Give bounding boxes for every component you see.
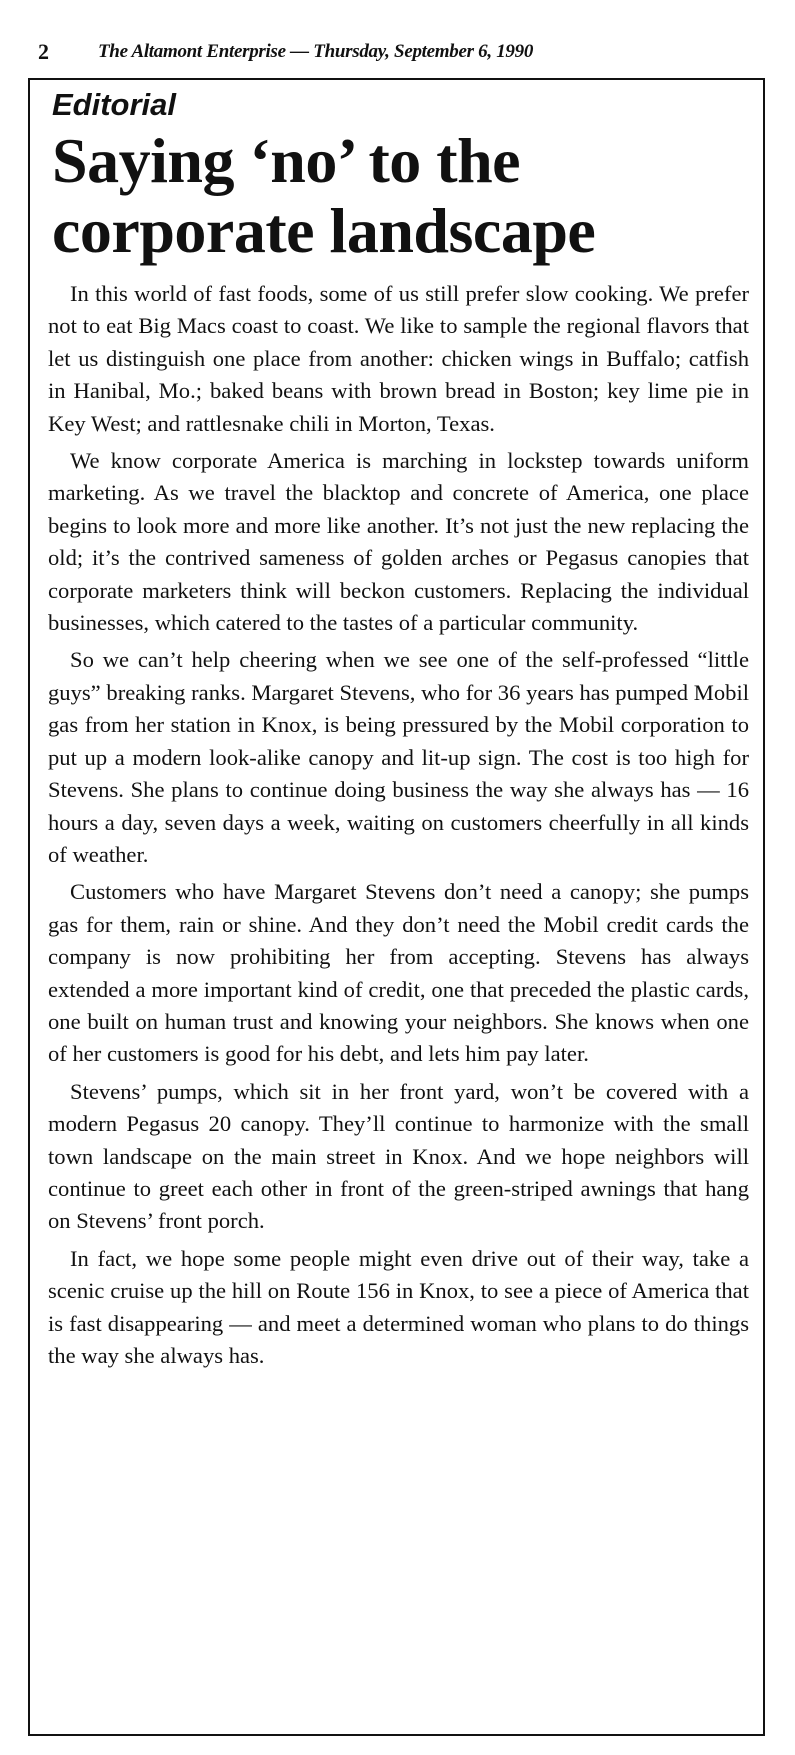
paragraph-6: In fact, we hope some people might even drive out of their way, take a scenic cruise up the hill on Route 156 in Knox, to see a piece of America that is fast disappearing — and meet a determined woman who plans to do things the way she always has. — [48, 1245, 749, 1368]
paragraph-1: In this world of fast foods, some of us still prefer slow cooking. We prefer not to eat Big Macs coast to coast. We like to sample the regional flavors that let us distinguish one place from another: chicken wings in Buffalo; catfish in Hanibal, Mo.; baked beans with brown bread in Boston; key lime pie in Key West; and rattlesnake chili in Morton, Texas. — [48, 281, 749, 436]
article-body — [48, 278, 749, 1372]
section-label: Editorial — [52, 87, 177, 122]
headline-line-2: corporate landscape — [52, 195, 596, 266]
page-header — [38, 36, 778, 68]
headline-line-1: Saying ‘no’ to the — [52, 125, 521, 196]
paragraph-5: Stevens’ pumps, which sit in her front yard, won’t be covered with a modern Pegasus 20 canopy. They’ll continue to harmonize with the small town landscape on the main street in Knox. And we hope neighbors will continue to greet each other in front of the green-striped awnings that hang on Stevens’ front porch. — [48, 1078, 749, 1234]
headline — [52, 126, 749, 266]
paragraph-4: Customers who have Margaret Stevens don’t need a canopy; she pumps gas for them, rain or shine. And they don’t need the Mobil credit cards the company is now prohibiting her from accepting. Stevens has always extended a more important kind of credit, one that preceded the plastic cards, one built on human trust and knowing your neighbors. She knows when one of her customers is good for his debt, and lets him pay later. — [48, 879, 749, 1067]
page-number: 2 — [38, 39, 49, 64]
editorial-box — [28, 78, 765, 1736]
running-head: The Altamont Enterprise — Thursday, September 6, 1990 — [98, 41, 534, 62]
paragraph-3: So we can’t help cheering when we see one of the self-professed “little guys” breaking ranks. Margaret Stevens, who for 36 years has pumped Mobil gas from her station in Knox, is being pressured by the Mobil corporation to put up a modern look-alike canopy and lit-up sign. The cost is too high for Stevens. She plans to continue doing business the way she always has — 16 hours a day, seven days a week, waiting on customers cheerfully in all kinds of weather. — [48, 647, 749, 867]
paragraph-2: We know corporate America is marching in lockstep towards uniform marketing. As we travel the blacktop and concrete of America, one place begins to look more and more like another. It’s not just the new replacing the old; it’s the contrived sameness of golden arches or Pegasus canopies that corporate marketers think will beckon customers. Replacing the individual businesses, which catered to the tastes of a particular community. — [48, 448, 749, 636]
